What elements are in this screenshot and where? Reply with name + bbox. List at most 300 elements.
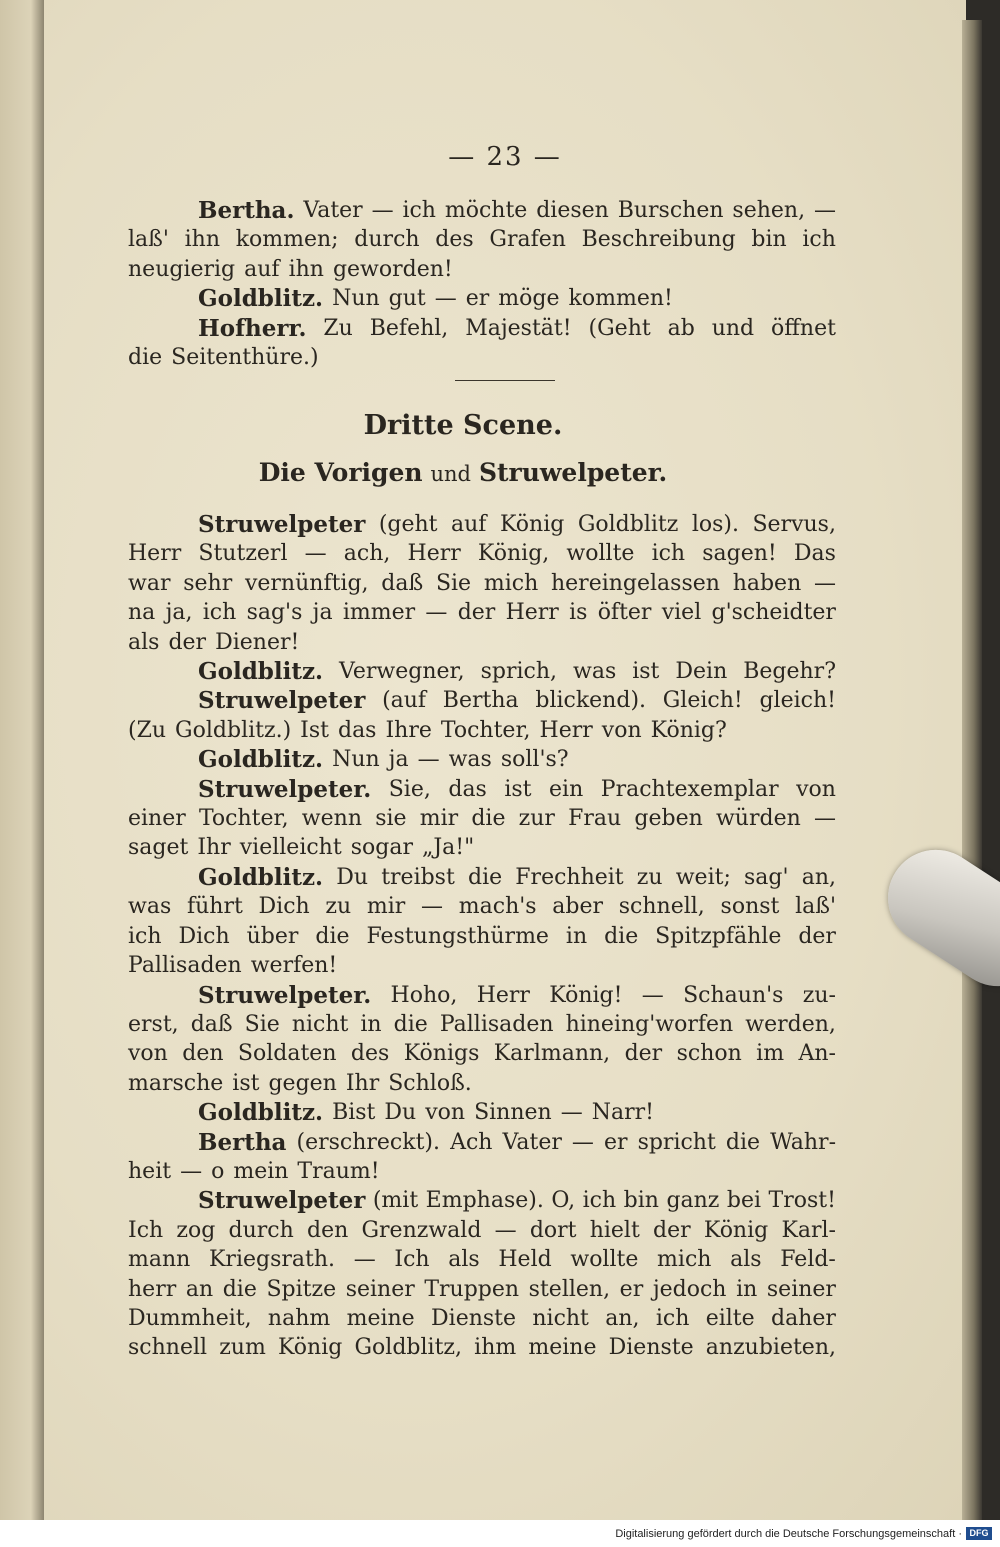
word: diesen: [536, 198, 609, 223]
text-line: [128, 628, 836, 657]
word: gut: [388, 286, 426, 312]
word: Goldblitz.): [175, 717, 292, 743]
word: von: [128, 1041, 168, 1067]
word: Du: [336, 864, 369, 890]
word: heit: [128, 1158, 172, 1184]
word: Tochter,: [198, 806, 289, 832]
word: König: [703, 1217, 769, 1243]
word: Ach: [450, 1129, 493, 1155]
word: er: [465, 286, 490, 312]
word: zum: [219, 1335, 266, 1361]
text-line: [128, 657, 836, 686]
word: Grafen: [489, 227, 566, 253]
word: auf: [244, 256, 280, 282]
word: der: [168, 629, 207, 655]
word: Seitenthüre.): [171, 345, 319, 371]
word: soll's?: [500, 747, 569, 773]
word: König?: [650, 717, 727, 743]
word: der: [457, 600, 496, 626]
word: (Geht: [588, 315, 651, 341]
dfg-logo: DFG: [966, 1527, 992, 1540]
credit-text: Digitalisierung gefördert durch die Deutsche Forschungsgemeinschaft ·: [615, 1528, 962, 1540]
word: (Zu: [128, 717, 167, 743]
word: von: [601, 717, 642, 743]
text-line: [128, 716, 836, 745]
word: Burschen: [617, 198, 724, 223]
word: Ich: [394, 1247, 430, 1273]
speaker-name: Goldblitz.: [198, 658, 324, 686]
word: Ist: [300, 717, 329, 743]
text-line: [128, 981, 836, 1010]
word: mein: [233, 1158, 289, 1184]
word: Herr: [128, 541, 182, 567]
word: wollte: [566, 541, 635, 567]
word: Soldaten: [237, 1041, 337, 1067]
word: haben: [732, 570, 802, 596]
word: öffnet: [771, 315, 836, 341]
word: der: [653, 1217, 691, 1243]
word: Ich: [128, 1217, 164, 1243]
text-line: [128, 1157, 836, 1186]
word: (mit: [372, 1188, 419, 1214]
word: —: [417, 747, 440, 773]
text-line: [128, 775, 836, 804]
word: im: [756, 1041, 785, 1067]
word: daß: [190, 1011, 233, 1037]
word: mir: [366, 894, 406, 920]
word: o: [211, 1158, 225, 1184]
word: führt: [186, 894, 243, 920]
word: König!: [549, 982, 623, 1008]
word: Das: [793, 541, 836, 567]
word: ich: [802, 227, 836, 253]
word: —: [304, 541, 327, 567]
word: ja: [388, 747, 409, 773]
word: sprich,: [480, 659, 558, 685]
word: daher: [770, 1305, 836, 1331]
word: Dummheit,: [128, 1305, 252, 1331]
word: Nun: [332, 747, 380, 773]
text-line: [128, 1039, 836, 1068]
word: sag's: [246, 600, 303, 626]
word: treibst: [381, 864, 455, 890]
word: Prachtexemplar: [600, 776, 779, 802]
word: Sie: [435, 570, 472, 596]
word: Goldblitz: [577, 512, 679, 537]
word: die: [393, 1011, 428, 1037]
word: die: [725, 1129, 761, 1155]
word: eilte: [705, 1305, 755, 1331]
text-line: [128, 863, 836, 892]
text-line: [128, 1098, 836, 1127]
word: was: [448, 747, 492, 773]
word: Traum!: [297, 1158, 380, 1184]
word: meine: [528, 1335, 597, 1361]
word: Vater: [502, 1129, 562, 1155]
text-line: [128, 225, 836, 254]
word: ich: [202, 600, 237, 626]
characters-line: [44, 458, 882, 487]
left-page-edge: [0, 0, 44, 1520]
text-line: [128, 1216, 836, 1245]
word: ist: [632, 659, 660, 685]
word: nicht: [291, 1011, 349, 1037]
word: Du: [384, 1100, 417, 1126]
word: sagen!: [702, 541, 777, 567]
word: spricht: [637, 1129, 716, 1155]
word: werden,: [745, 1011, 836, 1037]
word: geben: [634, 806, 703, 832]
word: Vater: [303, 198, 363, 223]
word: möge: [498, 286, 560, 312]
word: Frechheit: [515, 864, 624, 890]
word: mach's: [458, 894, 537, 920]
word: Schaun's: [683, 982, 784, 1008]
page-number: — 23 —: [448, 142, 562, 172]
characters-and: und: [430, 462, 471, 486]
characters-new: Struwelpeter.: [478, 458, 668, 487]
word: des: [350, 1041, 390, 1067]
word: na: [128, 600, 156, 626]
word: einer: [128, 806, 186, 832]
word: —: [571, 1129, 594, 1155]
text-line: [128, 314, 836, 343]
word: möchte: [444, 198, 528, 223]
word: nahm: [267, 1305, 331, 1331]
word: Held: [498, 1247, 552, 1273]
word: er: [619, 1276, 644, 1302]
word: werfen!: [250, 953, 338, 979]
word: —: [434, 286, 457, 312]
text-line: [128, 833, 836, 862]
word: durch: [354, 227, 420, 253]
text-line: [128, 922, 836, 951]
word: saget: [128, 835, 189, 861]
book-page: [44, 0, 966, 1520]
word: dort: [529, 1217, 577, 1243]
word: das: [448, 776, 487, 802]
word: vernünftig,: [244, 570, 369, 596]
word: Karl-: [781, 1217, 836, 1243]
word: sehr: [183, 570, 233, 596]
word: erst,: [128, 1011, 179, 1037]
word: an: [185, 1276, 214, 1302]
word: durch: [228, 1217, 294, 1243]
word: ich: [128, 923, 162, 949]
word: —: [813, 806, 836, 832]
word: mich: [657, 1247, 712, 1273]
word: sie: [375, 806, 407, 832]
word: zog: [176, 1217, 216, 1243]
word: Spitzpfähle: [655, 923, 782, 949]
word: Ihre: [385, 717, 432, 743]
word: seiner: [345, 1276, 415, 1302]
word: Schloß.: [388, 1070, 472, 1096]
word: Tochter,: [440, 717, 531, 743]
text-line: [128, 1186, 836, 1215]
word: Pallisaden: [128, 953, 242, 979]
word: Hoho,: [390, 982, 458, 1008]
word: zu-: [802, 982, 836, 1008]
text-line: [128, 1245, 836, 1274]
speaker-name: Bertha.: [198, 197, 295, 224]
text-line: [128, 284, 836, 313]
text-line: [128, 1333, 836, 1362]
text-line: [128, 255, 836, 284]
word: wenn: [301, 806, 362, 832]
word: ihm: [474, 1335, 517, 1361]
speaker-name: Goldblitz.: [198, 285, 324, 313]
word: —: [421, 894, 444, 920]
word: Feld-: [780, 1247, 836, 1273]
word: ein: [549, 776, 584, 802]
word: Sie,: [388, 776, 431, 802]
word: —: [371, 198, 394, 223]
word: anzubieten,: [705, 1335, 836, 1361]
word: mir: [419, 806, 459, 832]
word: über: [246, 923, 299, 949]
section-rule: [455, 380, 555, 381]
word: ihn: [184, 227, 220, 253]
word: die: [222, 1276, 257, 1302]
word: Sie: [244, 1011, 280, 1037]
word: —: [425, 600, 448, 626]
word: —: [814, 570, 836, 596]
word: ja,: [165, 600, 193, 626]
word: Dich: [178, 923, 230, 949]
word: bin: [623, 1188, 659, 1214]
word: hineing'worfen: [565, 1011, 734, 1037]
word: als: [128, 629, 160, 655]
speaker-name: Bertha: [198, 1128, 287, 1156]
text-line: [128, 196, 836, 225]
word: gegen: [268, 1070, 337, 1096]
text-line: [128, 343, 836, 372]
word: Karlmann,: [493, 1041, 611, 1067]
word: Frau: [568, 806, 622, 832]
text-line: [128, 539, 836, 568]
word: war: [128, 570, 171, 596]
speaker-name: Struwelpeter: [198, 1187, 366, 1215]
word: los).: [691, 512, 739, 537]
word: Grenzwald: [361, 1217, 482, 1243]
word: gleich!: [759, 688, 836, 714]
word: Majestät!: [465, 315, 572, 341]
word: Kriegsrath.: [209, 1247, 336, 1273]
word: den: [306, 1217, 349, 1243]
word: g'scheidter: [711, 600, 836, 626]
word: sag': [744, 864, 789, 890]
page-edge-shadow: [962, 20, 982, 1520]
word: sogar: [350, 835, 413, 861]
speaker-name: Goldblitz.: [198, 1099, 324, 1127]
word: ist: [504, 776, 532, 802]
word: Ihr: [345, 1070, 380, 1096]
word: —: [494, 1217, 517, 1243]
word: würden: [715, 806, 801, 832]
word: als: [448, 1247, 480, 1273]
word: Narr!: [591, 1100, 654, 1126]
word: Festungsthürme: [366, 923, 549, 949]
word: und: [711, 315, 755, 341]
word: Verwegner,: [339, 659, 465, 685]
word: herr: [128, 1276, 177, 1302]
word: die: [604, 923, 639, 949]
word: is: [569, 600, 588, 626]
word: den: [182, 1041, 224, 1067]
word: von: [796, 776, 836, 802]
word: ich: [655, 1305, 690, 1331]
word: was: [128, 894, 172, 920]
word: bin: [751, 227, 787, 253]
word: ist: [232, 1070, 260, 1096]
word: Sinnen: [474, 1100, 552, 1126]
word: laß': [795, 894, 836, 920]
word: öfter: [597, 600, 652, 626]
characters-previous: Die Vorigen: [258, 458, 423, 487]
text-line: [128, 1128, 836, 1157]
word: in: [360, 1011, 382, 1037]
word: blickend).: [535, 688, 647, 714]
word: jedoch: [652, 1276, 727, 1302]
word: Dich: [258, 894, 310, 920]
word: hielt: [589, 1217, 640, 1243]
word: (auf: [382, 688, 427, 714]
word: Stutzerl: [198, 541, 288, 567]
word: Dienste: [431, 1305, 517, 1331]
word: viel: [661, 600, 702, 626]
scene-heading: Dritte Scene.: [363, 410, 563, 441]
speaker-name: Hofherr.: [198, 314, 307, 342]
word: „Ja!": [421, 835, 475, 861]
word: ihn: [288, 256, 324, 282]
word: an,: [801, 864, 836, 890]
word: immer: [342, 600, 416, 626]
text-block-top: [128, 196, 836, 372]
word: ja: [312, 600, 333, 626]
word: ich: [651, 541, 686, 567]
word: Bist: [332, 1100, 376, 1126]
word: Herr: [505, 600, 559, 626]
word: Herr: [407, 541, 461, 567]
word: aber: [552, 894, 604, 920]
speaker-name: Struwelpeter.: [198, 775, 372, 803]
word: der: [798, 923, 836, 949]
text-block-scene: [128, 510, 836, 1363]
word: ganz: [666, 1188, 720, 1214]
word: ab: [667, 315, 695, 341]
word: sehen,: [732, 198, 806, 223]
word: die: [315, 923, 350, 949]
word: Herr: [539, 717, 593, 743]
word: O,: [551, 1188, 576, 1214]
word: die: [467, 864, 503, 890]
word: mann: [128, 1247, 191, 1273]
word: meine: [346, 1305, 415, 1331]
word: (geht: [378, 512, 438, 537]
text-line: [128, 510, 836, 539]
word: hereingelassen: [550, 570, 720, 596]
word: Servus,: [752, 512, 836, 537]
word: (erschreckt).: [296, 1129, 441, 1155]
word: die: [471, 806, 506, 832]
word: an,: [605, 1305, 640, 1331]
word: Diener!: [215, 629, 300, 655]
word: kommen!: [568, 286, 673, 312]
word: Bertha: [442, 688, 519, 714]
word: schnell: [128, 1335, 208, 1361]
word: kommen;: [235, 227, 339, 253]
text-line: [128, 686, 836, 715]
word: als: [730, 1247, 762, 1273]
word: weit;: [675, 864, 731, 890]
word: zur: [518, 806, 555, 832]
word: ich: [582, 1188, 617, 1214]
text-line: [128, 598, 836, 627]
word: An-: [798, 1041, 836, 1067]
word: Truppen: [424, 1276, 520, 1302]
word: marsche: [128, 1070, 224, 1096]
word: Dein: [675, 659, 728, 685]
word: der: [624, 1041, 663, 1067]
word: vielleicht: [239, 835, 342, 861]
word: stellen,: [528, 1276, 611, 1302]
word: Goldblitz,: [354, 1335, 463, 1361]
word: —: [813, 198, 836, 223]
speaker-name: Struwelpeter.: [198, 981, 372, 1009]
word: in: [736, 1276, 758, 1302]
word: nicht: [532, 1305, 589, 1331]
word: Herr: [476, 982, 530, 1008]
text-line: [128, 745, 836, 774]
word: Ihr: [197, 835, 231, 861]
word: Königs: [403, 1041, 480, 1067]
text-line: [128, 951, 836, 980]
word: sonst: [720, 894, 780, 920]
word: schnell,: [618, 894, 705, 920]
text-line: [128, 1275, 836, 1304]
word: Beschreibung: [581, 227, 736, 253]
word: von: [425, 1100, 466, 1126]
word: die: [128, 345, 163, 371]
word: König,: [477, 541, 550, 567]
word: Emphase).: [425, 1188, 544, 1214]
word: daß: [381, 570, 424, 596]
text-line: [128, 804, 836, 833]
text-line: [128, 569, 836, 598]
text-line: [128, 1069, 836, 1098]
word: Pallisaden: [439, 1011, 554, 1037]
speaker-name: Struwelpeter: [198, 687, 366, 715]
word: —: [180, 1158, 203, 1184]
text-line: [128, 1010, 836, 1039]
word: er: [603, 1129, 628, 1155]
word: König: [277, 1335, 343, 1361]
speaker-name: Goldblitz.: [198, 863, 324, 891]
speaker-name: Goldblitz.: [198, 746, 324, 774]
word: Wahr-: [770, 1129, 836, 1155]
word: schon: [676, 1041, 742, 1067]
word: —: [353, 1247, 376, 1273]
word: Dienste: [608, 1335, 694, 1361]
word: wollte: [570, 1247, 639, 1273]
word: in: [565, 923, 588, 949]
word: Zu: [323, 315, 353, 341]
word: zu: [325, 894, 352, 920]
text-line: [128, 892, 836, 921]
word: neugierig: [128, 256, 236, 282]
word: —: [560, 1100, 583, 1126]
